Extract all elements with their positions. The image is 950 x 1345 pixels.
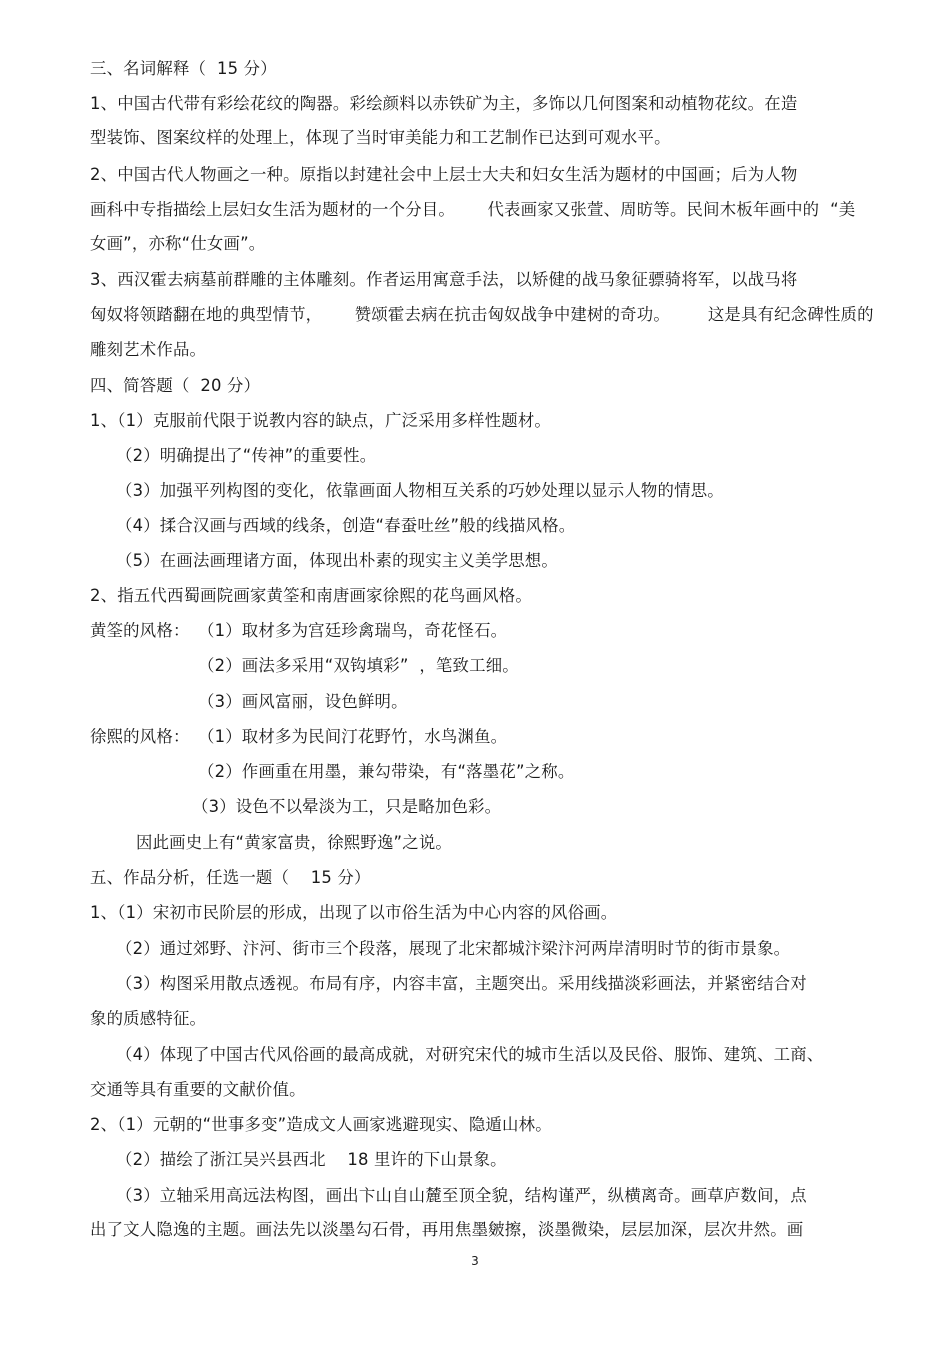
section-heading-3: 三、名词解释（ 15 分） <box>90 59 277 78</box>
style-label: 徐熙的风格： <box>90 727 190 746</box>
paragraph-line: 匈奴将领踏翻在地的典型情节， 赞颂霍去病在抗击匈奴战争中建树的奇功。 这是具有纪念碑性质的 <box>90 305 874 324</box>
list-item: （1）取材多为民间汀花野竹，水鸟渊鱼。 <box>198 727 508 746</box>
paragraph-line: 2、指五代西蜀画院画家黄筌和南唐画家徐熙的花鸟画风格。 <box>90 586 532 605</box>
list-item: （2）画法多采用“双钩填彩” ，笔致工细。 <box>198 656 519 675</box>
list-item: 2、（1）元朝的“世事多变”造成文人画家逃避现实、隐遁山林。 <box>90 1115 552 1134</box>
list-item: （4）体现了中国古代风俗画的最高成就，对研究宋代的城市生活以及民俗、服饰、建筑、工商、 <box>116 1045 824 1064</box>
paragraph-line: 女画”，亦称“仕女画”。 <box>90 234 266 253</box>
section-heading-5: 五、作品分析，任选一题（ 15 分） <box>90 868 371 887</box>
list-item: （2）作画重在用墨，兼勾带染，有“落墨花”之称。 <box>198 762 575 781</box>
list-item: 1、（1）克服前代限于说教内容的缺点，广泛采用多样性题材。 <box>90 411 552 430</box>
paragraph-line: 型装饰、图案纹样的处理上，体现了当时审美能力和工艺制作已达到可观水平。 <box>90 128 671 147</box>
paragraph-line: 出了文人隐逸的主题。画法先以淡墨勾石骨，再用焦墨皴擦，淡墨微染，层层加深，层次井然。画 <box>90 1220 804 1239</box>
list-item: （5）在画法画理诸方面，体现出朴素的现实主义美学思想。 <box>116 551 558 570</box>
list-item: （2）描绘了浙江吴兴县西北 18 里许的下山景象。 <box>116 1150 507 1169</box>
list-item: （3）加强平列构图的变化，依靠画面人物相互关系的巧妙处理以显示人物的情思。 <box>116 481 724 500</box>
list-item: （3）设色不以晕淡为工，只是略加色彩。 <box>192 797 502 816</box>
paragraph-line: 因此画史上有“黄家富贵，徐熙野逸”之说。 <box>136 833 453 852</box>
paragraph-line: 雕刻艺术作品。 <box>90 340 207 359</box>
paragraph-line: 2、中国古代人物画之一种。原指以封建社会中上层士大夫和妇女生活为题材的中国画；后为人物 <box>90 165 798 184</box>
style-label: 黄筌的风格： <box>90 621 190 640</box>
paragraph-line: 象的质感特征。 <box>90 1009 207 1028</box>
page-number: 3 <box>471 1254 479 1268</box>
list-item: （3）画风富丽，设色鲜明。 <box>198 692 408 711</box>
list-item: 1、（1）宋初市民阶层的形成，出现了以市俗生活为中心内容的风俗画。 <box>90 903 618 922</box>
list-item: （4）揉合汉画与西域的线条，创造“春蚕吐丝”般的线描风格。 <box>116 516 576 535</box>
list-item: （2）明确提出了“传神”的重要性。 <box>116 446 377 465</box>
list-item: （2）通过郊野、汴河、街市三个段落，展现了北宋都城汴梁汴河两岸清明时节的街市景象。 <box>116 939 791 958</box>
paragraph-line: 3、西汉霍去病墓前群雕的主体雕刻。作者运用寓意手法，以矫健的战马象征骠骑将军，以战马将 <box>90 270 798 289</box>
paragraph-line: 1、中国古代带有彩绘花纹的陶器。彩绘颜料以赤铁矿为主，多饰以几何图案和动植物花纹。在造 <box>90 94 798 113</box>
list-item: （3）构图采用散点透视。布局有序，内容丰富，主题突出。采用线描淡彩画法，并紧密结合对 <box>116 974 807 993</box>
list-item: （1）取材多为宫廷珍禽瑞鸟，奇花怪石。 <box>198 621 508 640</box>
list-item: （3）立轴采用高远法构图，画出卞山自山麓至顶全貌，结构谨严，纵横离奇。画草庐数间，点 <box>116 1186 807 1205</box>
paragraph-line: 交通等具有重要的文献价值。 <box>90 1080 306 1099</box>
section-heading-4: 四、简答题（ 20 分） <box>90 376 261 395</box>
paragraph-line: 画科中专指描绘上层妇女生活为题材的一个分目。 代表画家又张萱、周昉等。民间木板年画中的 “美 <box>90 200 856 219</box>
